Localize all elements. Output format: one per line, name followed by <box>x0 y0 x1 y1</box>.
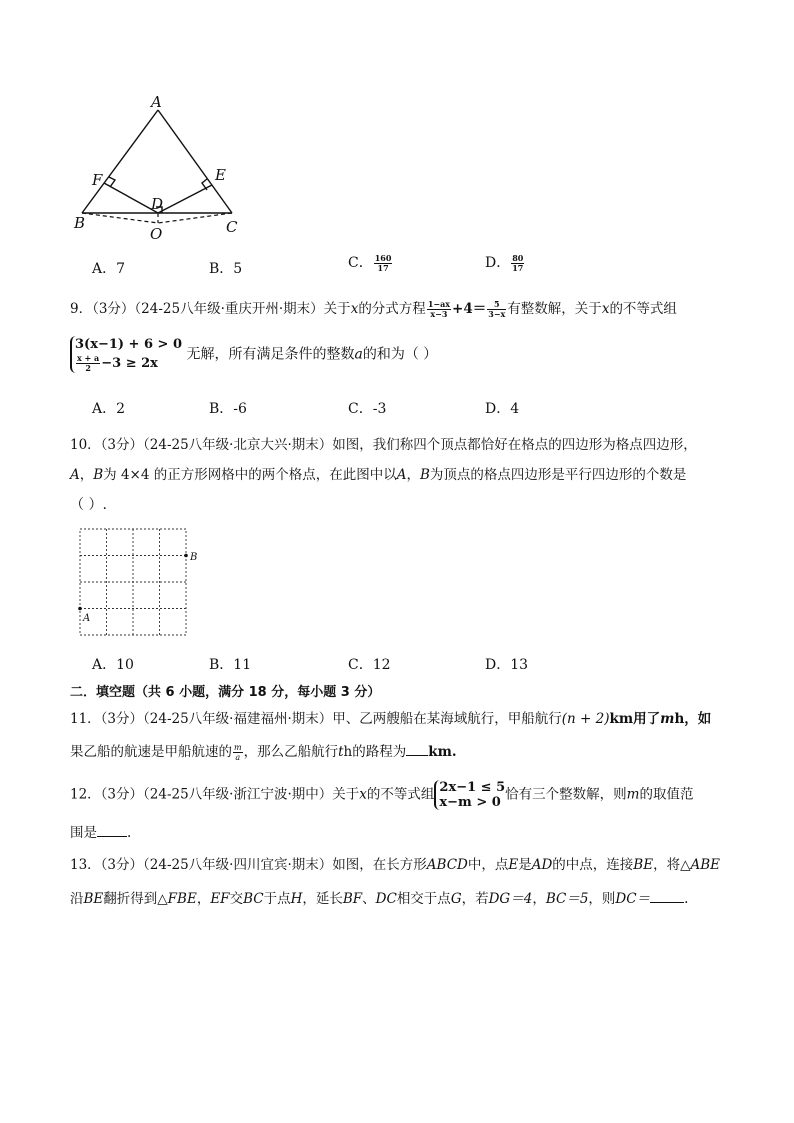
var-ef: EF <box>210 891 230 907</box>
grid-figure <box>76 526 206 642</box>
q10-text: 为顶点的格点四边形是平行四边形的个数是 <box>429 467 687 483</box>
var-x: x <box>601 301 610 317</box>
system-line-2 <box>75 354 182 373</box>
q13-text: ， <box>196 891 211 907</box>
var-g: G <box>450 891 462 907</box>
var-m: m <box>626 786 640 803</box>
segment-ed <box>158 185 212 213</box>
q9-line1 <box>70 297 677 319</box>
q9-text: 无解，所有满足条件的整数 <box>186 346 355 363</box>
fraction-denominator: 17 <box>377 262 389 273</box>
var-t: t <box>338 744 344 760</box>
q13-text: 13．（3分）（24-25八年级·四川宜宾·期末）如图，在长方形 <box>70 857 427 873</box>
q13-text: ，将△ <box>653 857 691 873</box>
var-dc: DC <box>375 891 397 907</box>
var-a: A <box>70 467 80 483</box>
q13-text: 中，点 <box>467 857 509 873</box>
q11-text: 11．（3分）（24-25八年级·福建福州·期末）甲、乙两艘船在某海域航行，甲船航行 <box>70 711 562 727</box>
q10-line1: 10．（3分）（24-25八年级·北京大兴·期末）如图，我们称四个顶点都恰好在格点的四边形为格点四边形， <box>70 437 697 453</box>
q12-text: . <box>127 825 132 841</box>
var-x: x <box>350 301 359 317</box>
section-title-fill-in: 二．填空题（共 6 小题，满分 18 分，每小题 3 分） <box>70 685 381 700</box>
q13-condition-bc: BC＝5 <box>545 891 589 907</box>
system-line-1: 3(x−1) + 6 > 0 <box>75 337 183 352</box>
q9-text: 的分式方程 <box>358 301 426 317</box>
q11-unit: km. <box>428 744 457 760</box>
q12-line1 <box>70 780 693 810</box>
fraction-denominator: 2 <box>85 363 91 373</box>
system-line-2-rest: −3 ≥ 2x <box>101 356 158 371</box>
grid-label-a: A <box>83 613 91 624</box>
q13-text: 的中点，连接 <box>552 857 634 873</box>
fraction-numerator: x + a <box>77 353 100 363</box>
option-c-prefix: C． <box>348 255 373 271</box>
q13-text: 交 <box>229 891 244 907</box>
q12-text: 的不等式组 <box>366 786 435 803</box>
fraction-numerator: 160 <box>374 252 392 263</box>
q13-answer-blank[interactable] <box>650 902 684 903</box>
label-a: A <box>151 93 162 111</box>
label-o: O <box>150 225 163 242</box>
q10-line3: （ ）. <box>70 497 107 513</box>
q13-text: 是 <box>518 857 532 873</box>
var-ad: AD <box>531 857 553 873</box>
fraction-denominator: 17 <box>512 262 524 273</box>
q11-answer-blank[interactable] <box>406 755 428 756</box>
q10-option-b: B．11 <box>209 657 252 673</box>
var-a: a <box>354 346 363 363</box>
var-abcd: ABCD <box>426 857 468 873</box>
q9-text: 有整数解，关于 <box>507 301 602 317</box>
q9-line2 <box>70 336 437 373</box>
q13-line2 <box>70 887 688 907</box>
q13-text: 、 <box>362 891 376 907</box>
fraction-denominator: 3−x <box>488 309 506 319</box>
q13-text: 相交于点 <box>396 891 451 907</box>
separator: ， <box>406 467 420 483</box>
fraction-numerator: 5 <box>487 300 506 310</box>
fraction-numerator: m <box>234 743 242 752</box>
segment-bo-dashed <box>82 213 158 223</box>
q9-fraction-2 <box>487 300 506 319</box>
system-line-2: x−m > 0 <box>439 795 501 810</box>
q13-line1 <box>70 853 720 873</box>
var-b: B <box>420 467 430 483</box>
q11-fraction <box>233 743 243 762</box>
q9-fraction-1 <box>427 300 451 319</box>
q13-text: 翻折得到△ <box>103 891 168 907</box>
q9-header: 9．（3分）（24-25八年级·重庆开州·期末）关于 <box>70 301 351 317</box>
q11-line1 <box>70 707 711 727</box>
segment-ab <box>82 110 158 213</box>
q13-text: . <box>684 891 689 907</box>
option-d-fraction <box>511 254 524 273</box>
q9-text: 的不等式组 <box>609 301 677 317</box>
q12-text: 12．（3分）（24-25八年级·浙江宁波·期中）关于 <box>70 786 360 803</box>
q10-line2 <box>70 463 686 483</box>
q10-option-c: C．12 <box>348 657 391 673</box>
q11-expression: (n + 2) <box>561 711 610 727</box>
fraction-denominator: x−3 <box>430 309 448 319</box>
q9-option-b: B．-6 <box>209 401 247 417</box>
q8-option-d <box>485 252 525 273</box>
label-c: C <box>226 218 238 236</box>
fraction-numerator: 80 <box>512 252 524 263</box>
var-bc: BC <box>243 891 264 907</box>
q8-option-b: B．5 <box>209 261 243 277</box>
q13-condition-dg: DG＝4 <box>488 891 533 907</box>
q10-option-a: A．10 <box>92 657 134 673</box>
var-x: x <box>359 786 367 803</box>
var-a: A <box>396 467 407 483</box>
q13-target-dc: DC＝ <box>615 891 651 907</box>
q13-text: 沿 <box>70 891 84 907</box>
q8-option-a: A．7 <box>92 261 126 277</box>
q13-text: ，延长 <box>302 891 343 907</box>
q12-text: 围是 <box>70 825 97 841</box>
separator: ， <box>79 467 94 483</box>
q9-option-a: A．2 <box>92 401 126 417</box>
q12-inequality-system <box>434 780 505 810</box>
q11-text: h的路程为 <box>343 744 407 760</box>
point-b <box>184 554 188 558</box>
var-e: E <box>508 857 519 873</box>
var-fbe: FBE <box>167 891 197 907</box>
var-be: BE <box>83 891 104 907</box>
q10-option-d: D．13 <box>485 657 529 673</box>
triangle-figure <box>70 92 250 242</box>
var-abe: ABE <box>690 857 720 873</box>
q12-answer-blank[interactable] <box>97 836 127 837</box>
q12-text: 的取值范 <box>639 786 694 803</box>
grid-label-b: B <box>190 552 198 563</box>
fraction-denominator: a <box>235 753 241 762</box>
q13-text: 于点 <box>263 891 291 907</box>
q9-option-d: D．4 <box>485 401 520 417</box>
segment-fd <box>104 183 158 213</box>
q12-line2 <box>70 821 131 841</box>
q10-text: 为 4×4 的正方形网格中的两个格点，在此图中以 <box>103 467 397 483</box>
q12-text: 恰有三个整数解，则 <box>505 786 627 803</box>
q13-text: ， <box>532 891 546 907</box>
var-be: BE <box>633 857 654 873</box>
q11-text: h，如 <box>674 711 712 727</box>
q9-inequality-system <box>70 336 182 373</box>
option-c-fraction <box>374 254 393 273</box>
q8-option-c <box>348 252 393 273</box>
q9-text: 的和为（ ） <box>362 346 438 363</box>
option-d-prefix: D． <box>485 255 511 271</box>
q11-text: ，那么乙船航行 <box>243 744 339 760</box>
label-b: B <box>74 214 86 232</box>
q9-plus-four: +4＝ <box>452 301 487 317</box>
segment-ac <box>158 110 232 213</box>
fraction-numerator: 1−ax <box>427 299 451 309</box>
var-bf: BF <box>342 891 363 907</box>
q11-unit-km: km用了 <box>609 711 661 727</box>
var-h: H <box>290 891 303 907</box>
label-f: F <box>92 171 103 189</box>
q11-line2 <box>70 740 457 762</box>
point-a <box>78 607 82 611</box>
system-line-1: 2x−1 ≤ 5 <box>439 780 506 795</box>
q11-text: 果乙船的航速是甲船航速的 <box>70 744 232 760</box>
q9-option-c: C．-3 <box>348 401 387 417</box>
var-m: m <box>660 711 675 727</box>
label-d: D <box>151 195 164 213</box>
segment-co-dashed <box>158 213 232 223</box>
var-b: B <box>93 467 104 483</box>
label-e: E <box>215 166 226 184</box>
q13-text: ，则 <box>588 891 616 907</box>
q13-text: ，若 <box>461 891 489 907</box>
